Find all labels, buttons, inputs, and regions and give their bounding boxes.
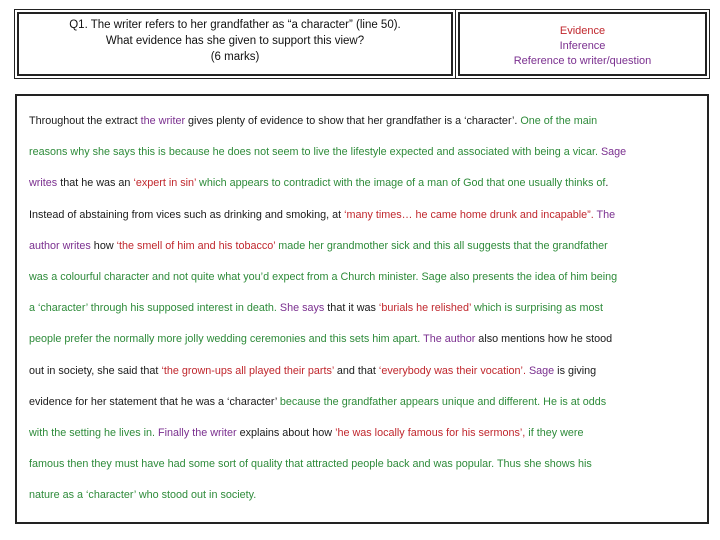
writer-reference: Sage — [600, 146, 627, 159]
inference-text: with the setting he lives in. — [29, 427, 159, 440]
answer-text-segment: that it was — [324, 302, 379, 315]
answer-line — [29, 418, 699, 449]
question-marks: (6 marks) — [210, 51, 260, 63]
writer-reference: She says — [279, 302, 325, 315]
answer-line — [29, 231, 699, 262]
answer-text-segment: is giving — [554, 364, 597, 377]
writer-reference: writes — [29, 177, 58, 190]
evidence-quote: ‘many times… he came home drunk and incapable”. — [344, 208, 594, 221]
answer-line — [29, 200, 699, 231]
answer-text-segment: evidence for her statement that he was a ‘character’ — [29, 395, 280, 408]
answer-text-segment: gives plenty of evidence to show that her grandfather is a ‘character’. — [185, 115, 521, 127]
answer-line — [29, 356, 699, 387]
inference-text: which appears to contradict with the image of a man of God that one usually thinks of — [196, 177, 606, 190]
answer-box — [15, 94, 709, 524]
inference-text: because the grandfather appears unique and different. He is at odds — [279, 395, 607, 408]
answer-text-segment: explains about how — [236, 427, 336, 440]
answer-line — [29, 137, 699, 168]
evidence-quote: ‘expert in sin’ — [133, 177, 197, 190]
answer-text-segment: Throughout the extract — [29, 115, 141, 127]
answer-text-segment: also mentions how he stood — [475, 333, 613, 346]
writer-reference: Sage — [528, 364, 555, 377]
writer-reference: the writer — [140, 115, 186, 127]
question-line-1: Q1. The writer refers to her grandfather as “a character” (line 50). — [69, 19, 401, 31]
colour-key-box — [458, 12, 707, 76]
answer-line — [29, 480, 699, 511]
answer-line — [29, 293, 699, 324]
inference-text: One of the main — [520, 115, 598, 127]
inference-text: a ‘character’ through his supposed interest in death. — [29, 302, 280, 315]
evidence-quote: ‘the smell of him and his tobacco’ — [116, 239, 276, 252]
answer-line — [29, 387, 699, 418]
answer-line — [29, 449, 699, 480]
writer-reference: The — [593, 208, 616, 221]
question-line-2: What evidence has she given to support this view? — [105, 35, 365, 47]
answer-text-segment: Instead of abstaining from vices such as drinking and smoking, at — [29, 208, 345, 221]
answer-line — [29, 168, 699, 199]
inference-text: made her grandmother sick and this all suggests that the grandfather — [275, 239, 608, 252]
inference-text: which is surprising as most — [470, 302, 603, 315]
evidence-quote: ‘burials he relished’ — [378, 302, 471, 315]
inference-text: people prefer the normally more jolly wedding ceremonies and this sets him apart. — [29, 333, 424, 346]
answer-text-segment: how — [90, 239, 117, 252]
answer-text-segment: that he was an — [57, 177, 134, 190]
inference-text: if they were — [525, 427, 584, 440]
evidence-quote: ’he was locally famous for his sermons’, — [335, 427, 526, 440]
key-reference: Reference to writer/question — [513, 55, 652, 67]
inference-text: was a colourful character and not quite what you’d expect from a Church minister. Sage also presents the idea of him being — [29, 271, 618, 284]
inference-text: famous then they must have had some sort of quality that attracted people back and was popular. Thus she shows his — [29, 458, 592, 471]
answer-line — [29, 106, 699, 137]
key-inference: Inference — [559, 40, 606, 52]
answer-text-segment: and that — [333, 364, 379, 377]
key-evidence: Evidence — [559, 25, 606, 37]
answer-line — [29, 324, 699, 355]
answer-paragraph — [29, 106, 699, 512]
answer-text-segment: . — [605, 177, 609, 190]
inference-text: reasons why she says this is because he does not seem to live the lifestyle expected and associated with being a vicar. — [29, 146, 601, 159]
writer-reference: The author — [423, 333, 476, 346]
question-box — [17, 12, 453, 76]
evidence-quote: ‘the grown-ups all played their parts’ — [161, 364, 334, 377]
writer-reference: author writes — [29, 239, 91, 252]
inference-text: nature as a ‘character’ who stood out in society. — [29, 489, 257, 502]
answer-line — [29, 262, 699, 293]
writer-reference: Finally the writer — [158, 427, 237, 440]
answer-text-segment: out in society, she said that — [29, 364, 162, 377]
evidence-quote: ‘everybody was their vocation’. — [378, 364, 526, 377]
